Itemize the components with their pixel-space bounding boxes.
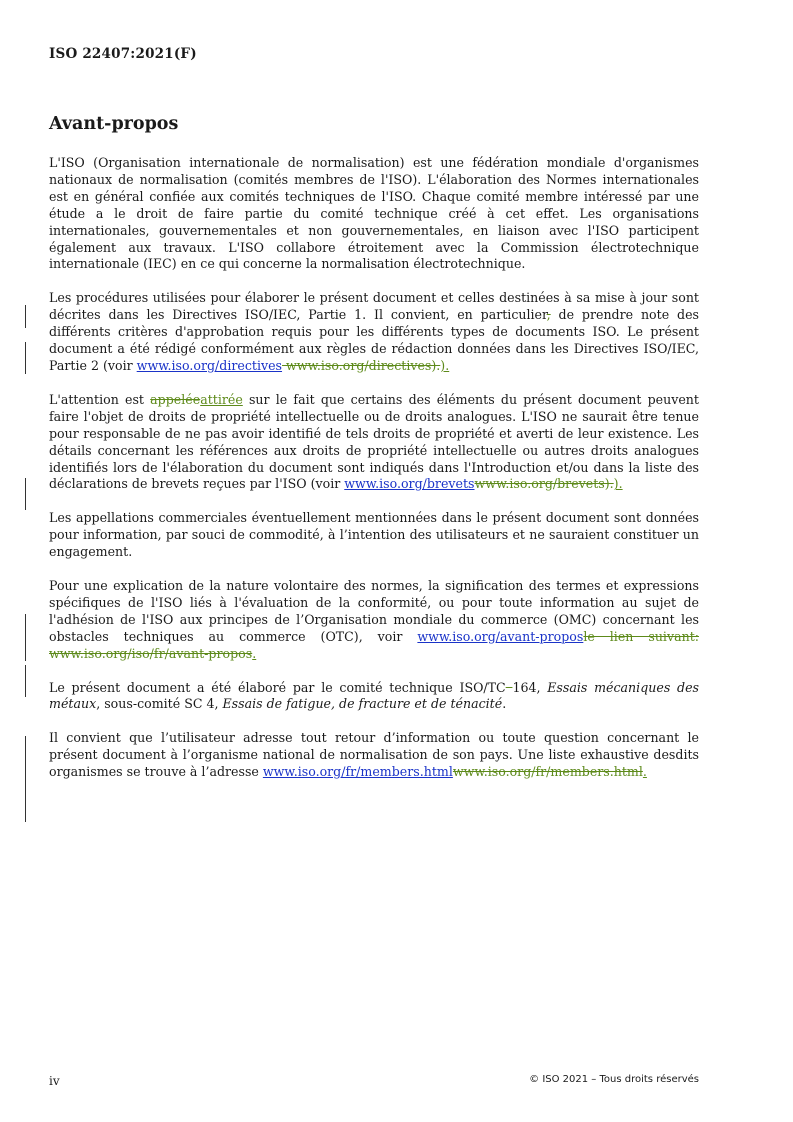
inserted-text: . bbox=[252, 645, 257, 661]
paragraph-iso-intro: L'ISO (Organisation internationale de normalisation) est une fédération mondiale d'organismes nationaux de normalisation (comités membres de l'ISO). L'élaboration des Normes internationales est en général confiée aux comités techniques de l'ISO. Chaque comité membre intéressé par une étude a le droit de faire partie du comité technique créé à cet effet. Les organisations internationales, gouvernementales et non gouvernementales, en liaison avec l'ISO participent également aux travaux. L'ISO collabore étroitement avec la Commission électrotechnique internationale (IEC) en ce qui concerne la normalisation électrotechnique. bbox=[49, 155, 699, 272]
revision-bar bbox=[25, 478, 26, 510]
deleted-text: appelée bbox=[150, 391, 201, 407]
inserted-text: . bbox=[642, 764, 647, 780]
document-id-header: ISO 22407:2021(F) bbox=[49, 46, 197, 62]
members-link[interactable]: www.iso.org/fr/members.html bbox=[262, 764, 453, 780]
revision-bar bbox=[25, 665, 26, 697]
brevets-link[interactable]: www.iso.org/brevets bbox=[344, 476, 475, 492]
page-number: iv bbox=[49, 1074, 60, 1088]
inserted-text: attirée bbox=[200, 391, 243, 407]
revision-bar bbox=[25, 342, 26, 374]
deleted-text: le lien suivant: www.iso.org/iso/fr/avant-propos bbox=[49, 628, 699, 661]
paragraph-feedback: Il convient que l’utilisateur adresse tout retour d’information ou toute question concernant le présent document à l’organisme national de normalisation de son pays. Une liste exhaustive desdits organismes se trouve à l’adresse www.iso.org/fr/members.htmlwww.iso.org/fr/members.html. bbox=[49, 730, 699, 780]
revision-bar bbox=[25, 614, 26, 661]
paragraph-procedures: Les procédures utilisées pour élaborer le présent document et celles destinées à sa mise à jour sont décrites dans les Directives ISO/IEC, Partie 1. Il convient, en particulier, de prendre note des différents critères d'approbation requis pour les différents types de documents ISO. Le présent document a été rédigé conformément aux règles de rédaction données dans les Directives ISO/IEC, Partie 2 (voir www.iso.org/directives www.iso.org/directives).). bbox=[49, 290, 699, 373]
paragraph-trade-names: Les appellations commerciales éventuellement mentionnées dans le présent document sont données pour information, par souci de commodité, à l’intention des utilisateurs et ne sauraient constituer un engagement. bbox=[49, 510, 699, 560]
deleted-text: www.iso.org/directives). bbox=[282, 357, 441, 373]
page-title: Avant-propos bbox=[49, 114, 179, 134]
inserted-text: ). bbox=[613, 476, 623, 492]
deleted-text: , bbox=[546, 307, 551, 323]
revision-bar bbox=[25, 305, 26, 328]
paragraph-voluntary-nature: Pour une explication de la nature volontaire des normes, la signification des termes et expressions spécifiques de l'ISO liés à l'évaluation de la conformité, ou pour toute information au sujet de l'adhésion de l'ISO aux principes de l’Organisation mondiale du commerce (OMC) concernant les obstacles techniques au commerce (OTC), voir www.iso.org/avant-proposle lien suivant: www.iso.org/iso/fr/avant-propos. bbox=[49, 578, 699, 661]
directives-link[interactable]: www.iso.org/directives bbox=[136, 357, 283, 373]
deleted-text: www.iso.org/brevets). bbox=[474, 476, 614, 492]
deleted-text: www.iso.org/fr/members.html bbox=[452, 764, 643, 780]
document-body bbox=[49, 155, 699, 798]
paragraph-patents: L'attention est appeléeattirée sur le fait que certains des éléments du présent document peuvent faire l'objet de droits de propriété intellectuelle ou de droits analogues. L'ISO ne saurait être tenue pour responsable de ne pas avoir identifié de tels droits de propriété et averti de leur existence. Les détails concernant les références aux droits de propriété intellectuelle ou autres droits analogues identifiés lors de l'élaboration du document sont indiqués dans l'Introduction et/ou dans la liste des déclarations de brevets reçues par l'ISO (voir www.iso.org/brevetswww.iso.org/brevets).). bbox=[49, 391, 699, 492]
paragraph-committee: Le présent document a été élaboré par le comité technique ISO/TC 164, Essais mécaniques des métaux, sous-comité SC 4, Essais de fatigue, de fracture et de ténacité. bbox=[49, 679, 700, 712]
copyright-notice: © ISO 2021 – Tous droits réservés bbox=[529, 1074, 699, 1085]
avant-propos-link[interactable]: www.iso.org/avant-propos bbox=[417, 628, 584, 644]
inserted-text: ). bbox=[440, 357, 450, 373]
revision-bar bbox=[25, 736, 26, 822]
